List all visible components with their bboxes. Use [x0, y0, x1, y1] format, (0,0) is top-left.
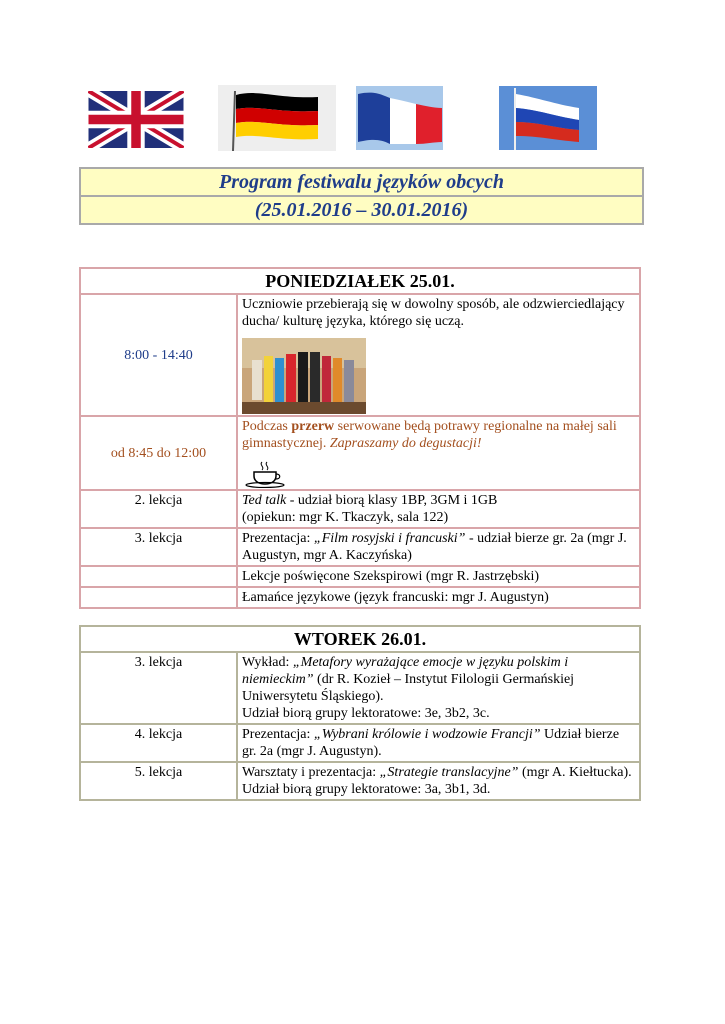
activity-text: Udział bierze gr. 2a (mgr J. Augustyn). — [242, 727, 620, 759]
germany-flag — [218, 85, 336, 151]
activity-text: Warsztaty i prezentacja: — [242, 765, 380, 780]
time-cell — [80, 566, 237, 587]
activity-cell: Łamańce językowe (język francuski: mgr J. Augustyn) — [237, 587, 640, 608]
activity-text-italic: Zapraszamy do degustacji! — [329, 436, 482, 451]
activity-text-bold: przerw — [291, 419, 335, 434]
table-row — [80, 724, 640, 762]
time-cell: 5. lekcja — [80, 762, 237, 800]
table-row — [80, 652, 640, 724]
activity-cell — [237, 490, 640, 528]
france-flag — [356, 86, 443, 150]
activity-cell — [237, 762, 640, 800]
table-row — [80, 587, 640, 608]
activity-text-italic: „Wybrani królowie i wodzowie Francji” — [313, 727, 541, 742]
activity-text: Podczas — [242, 419, 292, 434]
activity-text-italic: „Strategie translacyjne” — [379, 765, 519, 780]
activity-text: Udział biorą grupy lektoratowe: 3e, 3b2, 3c. — [242, 706, 490, 721]
time-cell: od 8:45 do 12:00 — [80, 416, 237, 490]
table-row — [80, 528, 640, 566]
activity-text: - udział bierze gr. 2a (mgr J. Augustyn, mgr A. Kaczyńska) — [242, 531, 627, 563]
activity-text: Prezentacja: — [242, 531, 314, 546]
activity-text: Prezentacja: — [242, 727, 314, 742]
page-title: Program festiwalu języków obcych — [219, 171, 504, 193]
tuesday-heading: WTOREK 26.01. — [80, 626, 640, 652]
time-cell — [80, 587, 237, 608]
time-cell: 4. lekcja — [80, 724, 237, 762]
activity-cell — [237, 652, 640, 724]
monday-schedule-table — [79, 267, 641, 609]
coffee-cup-icon — [242, 460, 290, 488]
activity-cell — [237, 528, 640, 566]
activity-text-italic: Ted talk — [242, 493, 287, 508]
activity-cell — [237, 724, 640, 762]
activity-text: (opiekun: mgr K. Tkaczyk, sala 122) — [242, 510, 449, 525]
table-row — [80, 762, 640, 800]
costumed-students-photo — [242, 338, 366, 414]
activity-text: Uczniowie przebierają się w dowolny sposób, ale odzwierciedlający ducha/ kulturę języka, którego się uczą. — [242, 297, 625, 329]
activity-cell: Lekcje poświęcone Szekspirowi (mgr R. Jastrzębski) — [237, 566, 640, 587]
table-row — [80, 294, 640, 416]
festival-title-box — [79, 167, 644, 225]
table-row — [80, 566, 640, 587]
activity-text-italic: „Film rosyjski i francuski” — [313, 531, 466, 546]
activity-text: (dr R. Kozieł – Instytut Filologii Germańskiej Uniwersytetu Śląskiego). — [242, 672, 575, 704]
activity-text: - udział biorą klasy 1BP, 3GM i 1GB — [286, 493, 498, 508]
table-row — [80, 490, 640, 528]
activity-text: Udział biorą grupy lektoratowe: 3a, 3b1, 3d. — [242, 782, 491, 797]
time-cell: 2. lekcja — [80, 490, 237, 528]
activity-text: Wykład: — [242, 655, 293, 670]
monday-heading: PONIEDZIAŁEK 25.01. — [80, 268, 640, 294]
time-cell: 3. lekcja — [80, 652, 237, 724]
russia-flag — [499, 86, 597, 150]
uk-flag — [88, 91, 184, 148]
time-cell: 8:00 - 14:40 — [80, 294, 237, 416]
activity-cell — [237, 416, 640, 490]
activity-cell — [237, 294, 640, 416]
activity-text: (mgr A. Kiełtucka). — [518, 765, 632, 780]
tuesday-schedule-table — [79, 625, 641, 801]
table-row — [80, 416, 640, 490]
activity-text-italic: „Metafory wyrażające emocje w języku polskim i niemieckim” — [242, 655, 569, 687]
activity-text: serwowane będą potrawy regionalne na małej sali gimnastycznej. — [242, 419, 617, 451]
date-range: (25.01.2016 – 30.01.2016) — [81, 195, 642, 223]
time-cell: 3. lekcja — [80, 528, 237, 566]
